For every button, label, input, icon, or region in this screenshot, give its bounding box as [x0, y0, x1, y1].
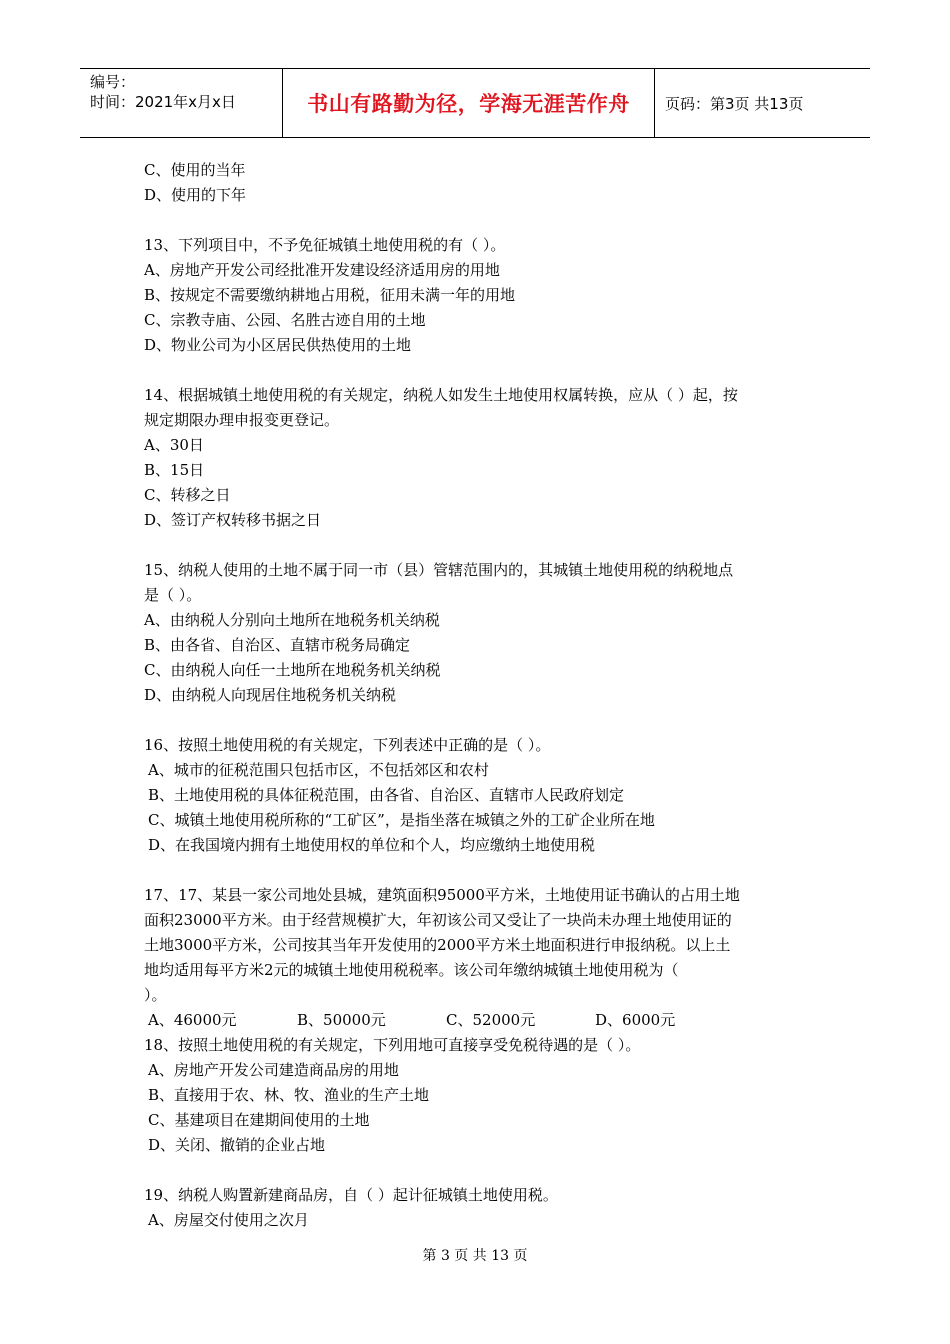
text-line: 规定期限办理申报变更登记。 — [144, 411, 340, 429]
text-line: A、城市的征税范围只包括市区，不包括郊区和农村 — [148, 761, 489, 779]
paragraph-gap — [144, 208, 814, 233]
text-line: 是（ ）。 — [144, 586, 202, 604]
header-page-cell — [655, 69, 870, 137]
text-line: 18、按照土地使用税的有关规定，下列用地可直接享受免税待遇的是（ ）。 — [144, 1036, 641, 1054]
header-page-info: 页码：第3页 共13页 — [665, 94, 804, 113]
text-line: B、按规定不需要缴纳耕地占用税，征用未满一年的用地 — [144, 286, 516, 304]
text-line: B、15日 — [144, 461, 205, 479]
text-line: 13、下列项目中，不予免征城镇土地使用税的有（ ）。 — [144, 236, 506, 254]
text-line: B、土地使用税的具体征税范围，由各省、自治区、直辖市人民政府划定 — [148, 786, 625, 804]
text-line: 16、按照土地使用税的有关规定，下列表述中正确的是（ ）。 — [144, 736, 551, 754]
text-line: 地均适用每平方米2元的城镇土地使用税税率。该公司年缴纳城镇土地使用税为（ — [144, 961, 679, 979]
header-left-cell — [80, 69, 282, 137]
text-line: C、城镇土地使用税所称的“工矿区”，是指坐落在城镇之外的工矿企业所在地 — [148, 811, 655, 829]
paragraph-gap — [144, 358, 814, 383]
text-line: A、房屋交付使用之次月 — [148, 1211, 309, 1229]
text-line: 15、纳税人使用的土地不属于同一市（县）管辖范围内的，其城镇土地使用税的纳税地点 — [144, 561, 734, 579]
text-line: C、基建项目在建期间使用的土地 — [148, 1111, 370, 1129]
text-line: A、30日 — [144, 436, 204, 454]
choice-option: C、52000元 — [446, 1011, 536, 1029]
page-header — [80, 68, 870, 138]
text-line: B、直接用于农、林、牧、渔业的生产土地 — [148, 1086, 430, 1104]
document-body — [144, 158, 814, 1233]
paragraph-gap — [144, 533, 814, 558]
text-line: A、房地产开发公司建造商品房的用地 — [148, 1061, 399, 1079]
text-line: 19、纳税人购置新建商品房，自（ ）起计征城镇土地使用税。 — [144, 1186, 558, 1204]
header-motto-cell — [282, 69, 655, 137]
text-line: D、签订产权转移书据之日 — [144, 511, 322, 529]
text-line: A、由纳税人分别向土地所在地税务机关纳税 — [144, 611, 440, 629]
text-line: 面积23000平方米。由于经营规模扩大，年初该公司又受让了一块尚未办理土地使用证的 — [144, 911, 732, 929]
choice-option: A、46000元 — [148, 1011, 237, 1029]
choice-option: B、50000元 — [297, 1011, 386, 1029]
page-footer: 第 3 页 共 13 页 — [422, 1248, 528, 1264]
document-number-label: 编号： — [90, 73, 136, 91]
document-date: 时间：2021年x月x日 — [90, 93, 236, 111]
paragraph-gap — [144, 1158, 814, 1183]
text-line: D、使用的下年 — [144, 186, 247, 204]
header-motto: 书山有路勤为径，学海无涯苦作舟 — [307, 92, 630, 116]
text-line: D、物业公司为小区居民供热使用的土地 — [144, 336, 412, 354]
text-line: 土地3000平方米，公司按其当年开发使用的2000平方米土地面积进行申报纳税。以上土 — [144, 936, 731, 954]
paragraph-gap — [144, 858, 814, 883]
text-line: C、转移之日 — [144, 486, 231, 504]
text-line: A、房地产开发公司经批准开发建设经济适用房的用地 — [144, 261, 500, 279]
text-line: D、由纳税人向现居住地税务机关纳税 — [144, 686, 397, 704]
text-line: D、在我国境内拥有土地使用权的单位和个人，均应缴纳土地使用税 — [148, 836, 596, 854]
choice-row — [144, 1008, 814, 1033]
choice-option: D、6000元 — [595, 1011, 676, 1029]
text-line: C、由纳税人向任一土地所在地税务机关纳税 — [144, 661, 441, 679]
text-line: ）。 — [144, 986, 167, 1004]
text-line: C、使用的当年 — [144, 161, 246, 179]
paragraph-gap — [144, 708, 814, 733]
text-line: 17、17、某县一家公司地处县城，建筑面积95000平方米，土地使用证书确认的占用土地 — [144, 886, 740, 904]
text-line: D、关闭、撤销的企业占地 — [148, 1136, 326, 1154]
text-line: C、宗教寺庙、公园、名胜古迹自用的土地 — [144, 311, 426, 329]
text-line: B、由各省、自治区、直辖市税务局确定 — [144, 636, 411, 654]
text-line: 14、根据城镇土地使用税的有关规定，纳税人如发生土地使用权属转换，应从（ ）起，按 — [144, 386, 738, 404]
